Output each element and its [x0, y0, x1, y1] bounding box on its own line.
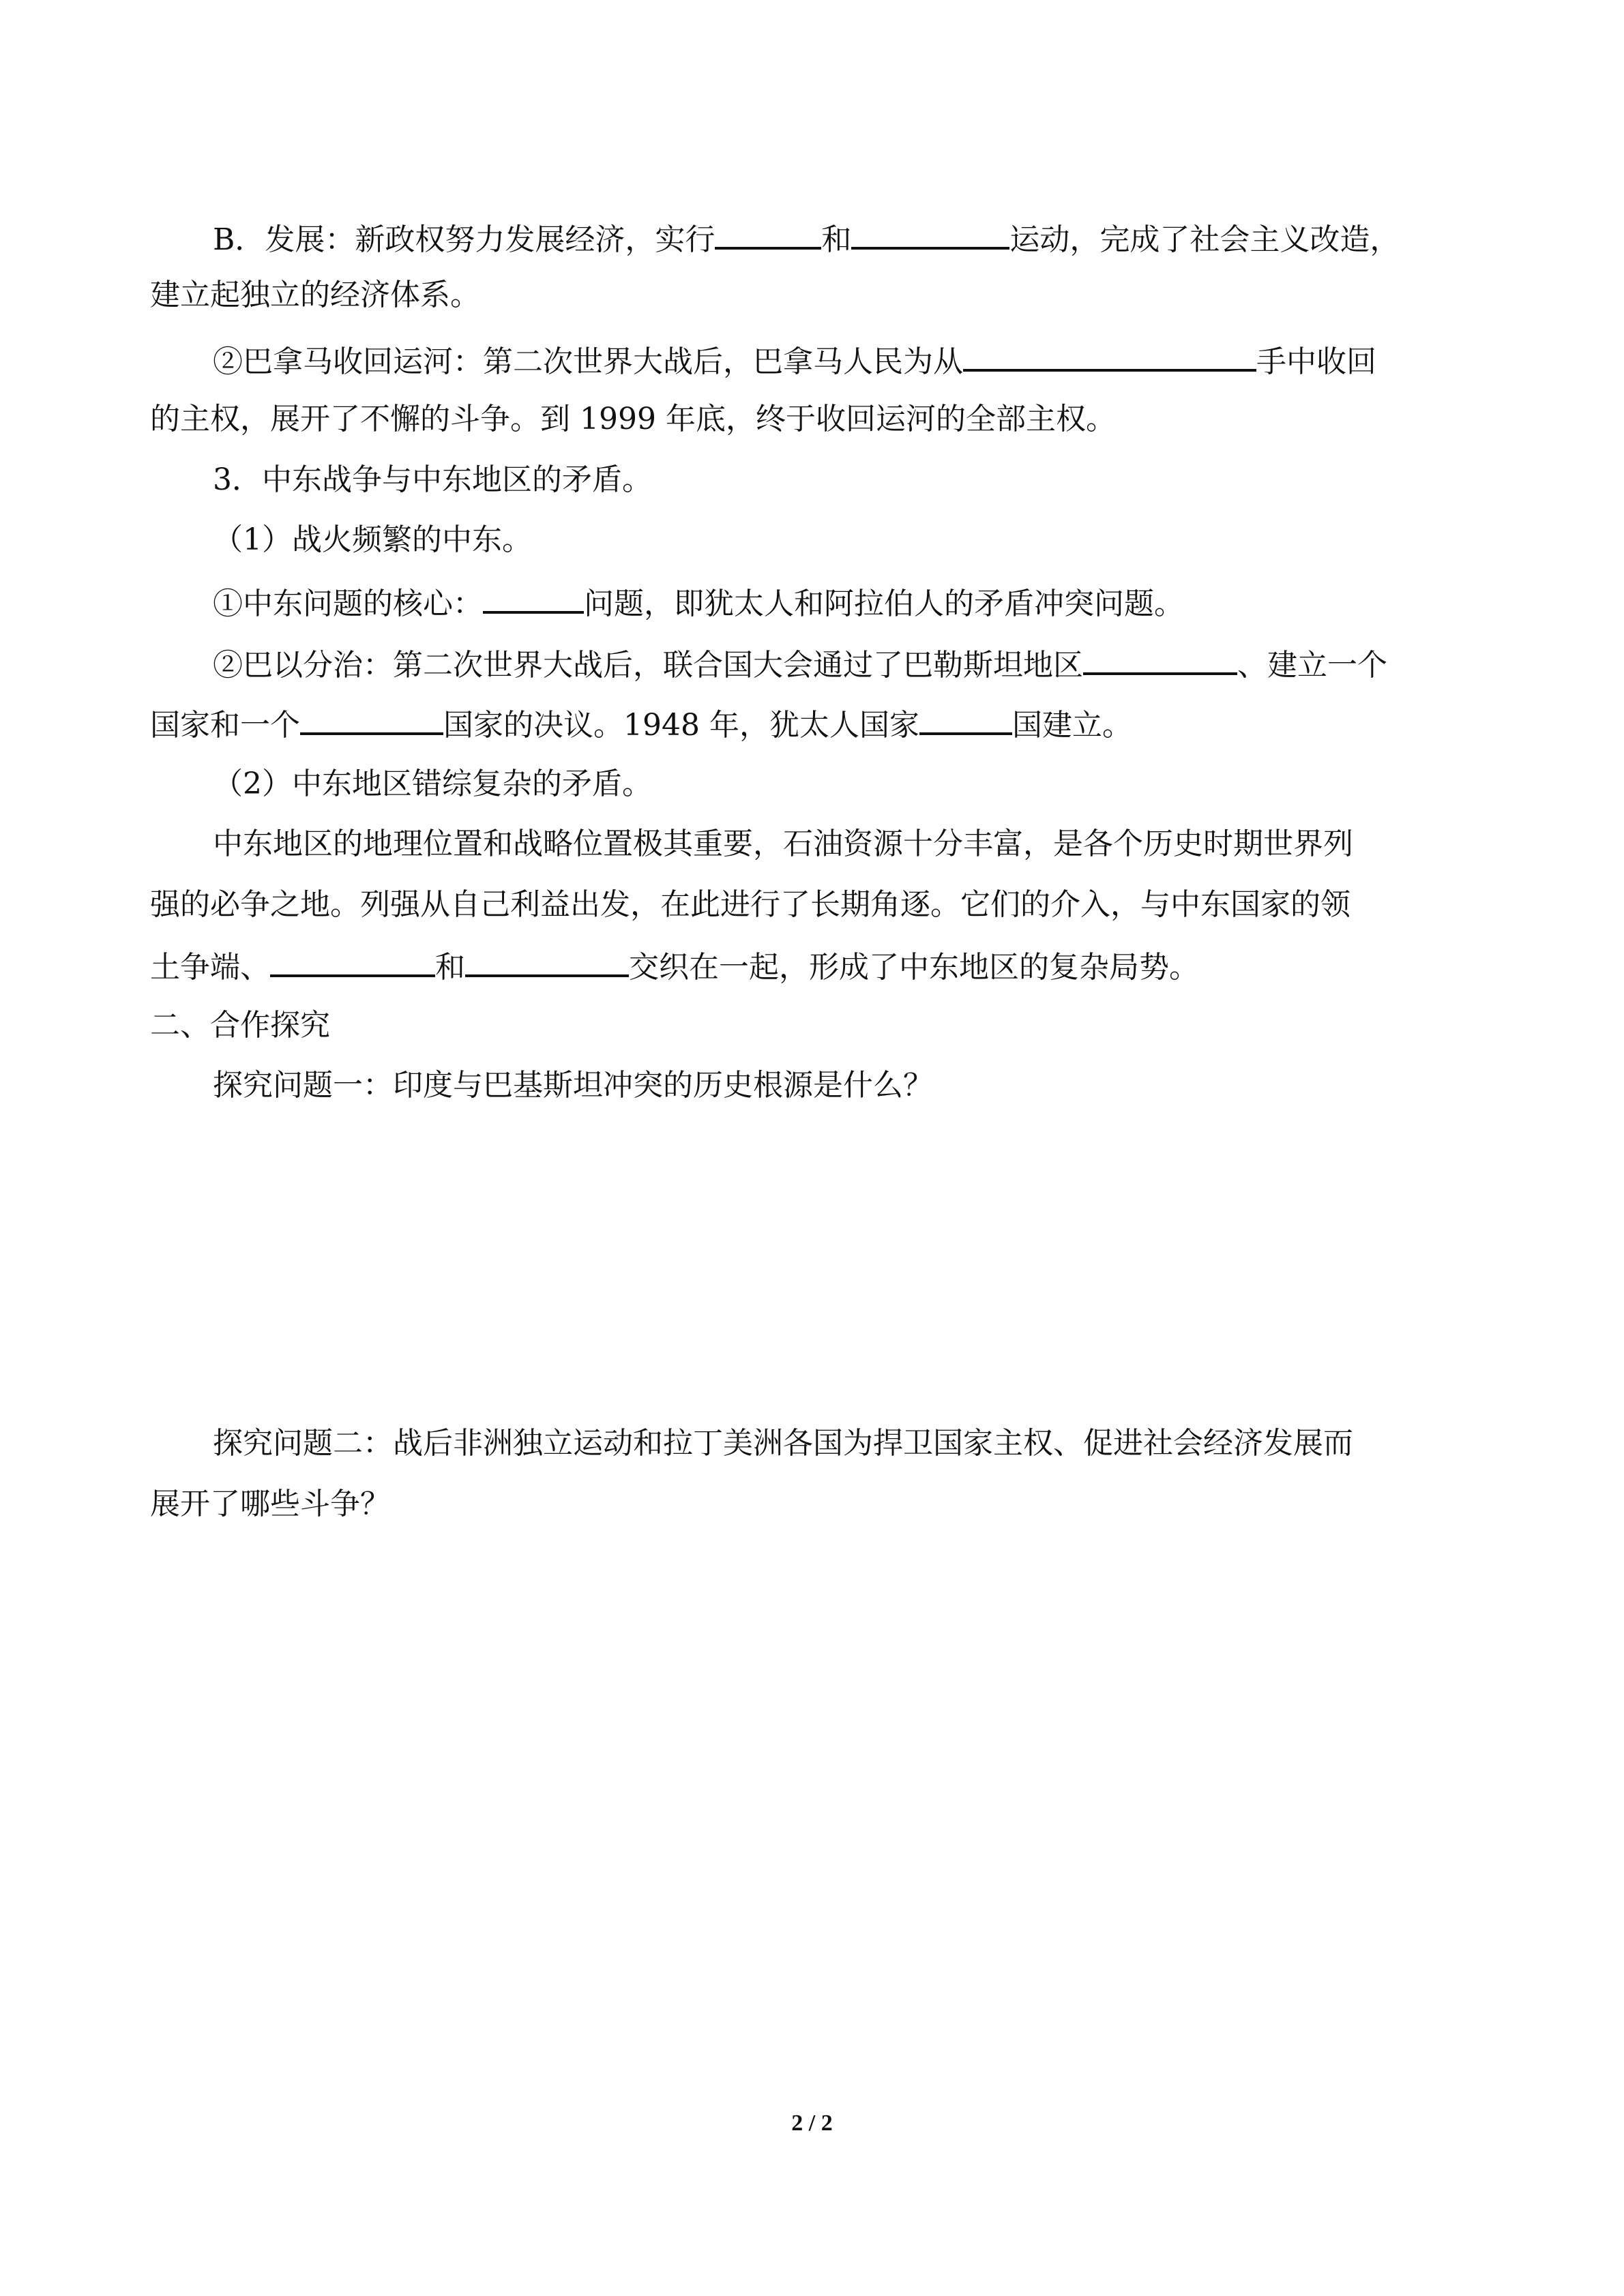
fill-blank — [465, 944, 629, 977]
text-line: 建立起独立的经济体系。 — [150, 278, 480, 312]
text-line: 展开了哪些斗争？ — [150, 1487, 390, 1521]
fill-blank — [1083, 642, 1237, 675]
fill-blank — [963, 339, 1256, 372]
inquiry-question-two: 探究问题二：战后非洲独立运动和拉丁美洲各国为捍卫国家主权、促进社会经济发展而 — [213, 1426, 1353, 1461]
fill-blank — [851, 217, 1009, 250]
fill-blank — [300, 702, 443, 735]
page-number: 2 / 2 — [791, 2111, 833, 2136]
section-heading-cooperative-inquiry: 二、合作探究 — [150, 1008, 330, 1043]
text-line-partition: ②巴以分治：第二次世界大战后，联合国大会通过了巴勒斯坦地区 、建立一个 — [213, 642, 1387, 686]
text-line: 的主权，展开了不懈的斗争。到 1999 年底，终于收回运河的全部主权。 — [150, 402, 1116, 436]
fill-blank — [919, 702, 1012, 735]
inquiry-question-one: 探究问题一：印度与巴基斯坦冲突的历史根源是什么？ — [213, 1068, 933, 1103]
text-line: 中东地区的地理位置和战略位置极其重要，石油资源十分丰富，是各个历史时期世界列 — [213, 826, 1353, 861]
text-line-panama: ②巴拿马收回运河：第二次世界大战后，巴拿马人民为从 手中收回 — [213, 339, 1376, 383]
subheading: （2）中东地区错综复杂的矛盾。 — [213, 766, 652, 801]
section-heading-middle-east: 3．中东战争与中东地区的矛盾。 — [213, 462, 652, 497]
text-line-conflicts: 土争端、 和 交织在一起，形成了中东地区的复杂局势。 — [150, 944, 1199, 988]
subheading: （1）战火频繁的中东。 — [213, 522, 532, 557]
fill-blank — [270, 944, 435, 977]
text-line-core-issue: ①中东问题的核心： 问题，即犹太人和阿拉伯人的矛盾冲突问题。 — [213, 581, 1184, 625]
text-line-partition-cont: 国家和一个 国家的决议。1948 年，犹太人国家 国建立。 — [150, 702, 1132, 746]
text-line-b-development: B．发展：新政权努力发展经济，实行 和 运动，完成了社会主义改造， — [213, 217, 1400, 260]
fill-blank — [483, 581, 584, 614]
fill-blank — [715, 217, 821, 250]
text-line: 强的必争之地。列强从自己利益出发，在此进行了长期角逐。它们的介入，与中东国家的领 — [150, 887, 1350, 922]
